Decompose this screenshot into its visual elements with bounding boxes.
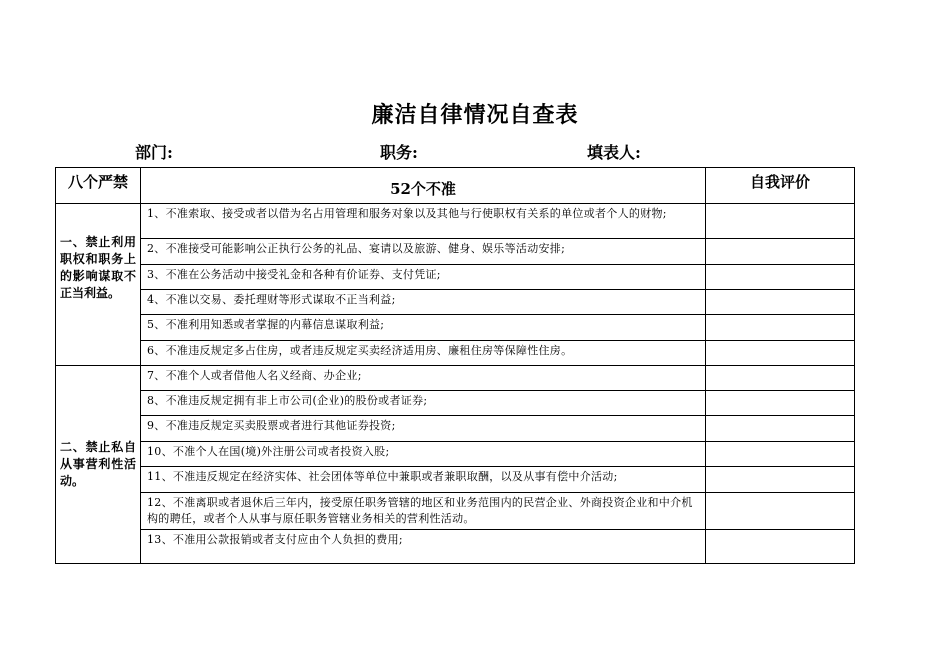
evaluation-cell[interactable]: [706, 204, 855, 239]
rule-item: 13、不准用公款报销或者支付应由个人负担的费用;: [141, 530, 706, 564]
rule-item: 5、不准利用知悉或者掌握的内幕信息谋取利益;: [141, 315, 706, 341]
table-row: [56, 442, 855, 467]
evaluation-cell[interactable]: [706, 467, 855, 493]
table-row: [56, 493, 855, 530]
evaluation-cell[interactable]: [706, 366, 855, 391]
table-row: [56, 341, 855, 366]
table-row: [56, 239, 855, 265]
self-check-table: [55, 167, 855, 564]
table-row: [56, 290, 855, 315]
table-row: [56, 204, 855, 239]
evaluation-cell[interactable]: [706, 493, 855, 530]
rule-item: 1、不准索取、接受或者以借为名占用管理和服务对象以及其他与行使职权有关系的单位或者个人的财物;: [141, 204, 706, 239]
evaluation-cell[interactable]: [706, 442, 855, 467]
table-row: [56, 530, 855, 564]
evaluation-cell[interactable]: [706, 265, 855, 290]
rule-item: 2、不准接受可能影响公正执行公务的礼品、宴请以及旅游、健身、娱乐等活动安排;: [141, 239, 706, 265]
rule-item: 6、不准违反规定多占住房，或者违反规定买卖经济适用房、廉租住房等保障性住房。: [141, 341, 706, 366]
rule-item: 3、不准在公务活动中接受礼金和各种有价证券、支付凭证;: [141, 265, 706, 290]
table-row: [56, 467, 855, 493]
evaluation-cell[interactable]: [706, 416, 855, 442]
header-row: [56, 168, 855, 204]
evaluation-cell[interactable]: [706, 290, 855, 315]
rule-item: 7、不准个人或者借他人名义经商、办企业;: [141, 366, 706, 391]
rule-item: 8、不准违反规定拥有非上市公司(企业)的股份或者证券;: [141, 391, 706, 416]
header-self-evaluation: 自我评价: [706, 168, 855, 204]
rule-item: 11、不准违反规定在经济实体、社会团体等单位中兼职或者兼职取酬，以及从事有偿中介活动;: [141, 467, 706, 493]
category-cell: 二、禁止私自从事营利性活动。: [56, 366, 141, 564]
rule-item: 9、不准违反规定买卖股票或者进行其他证券投资;: [141, 416, 706, 442]
evaluation-cell[interactable]: [706, 391, 855, 416]
evaluation-cell[interactable]: [706, 315, 855, 341]
evaluation-cell[interactable]: [706, 341, 855, 366]
table-row: [56, 391, 855, 416]
rule-item: 10、不准个人在国(境)外注册公司或者投资入股;: [141, 442, 706, 467]
filler-label: 填表人:: [587, 143, 641, 162]
table-row: [56, 265, 855, 290]
evaluation-cell[interactable]: [706, 239, 855, 265]
table-row: [56, 315, 855, 341]
category-cell: 一、禁止利用职权和职务上的影响谋取不正当利益。: [56, 204, 141, 366]
table-row: [56, 366, 855, 391]
rule-item: 4、不准以交易、委托理财等形式谋取不正当利益;: [141, 290, 706, 315]
table-row: [56, 416, 855, 442]
position-label: 职务:: [380, 143, 418, 162]
rule-item: 12、不准离职或者退休后三年内，接受原任职务管辖的地区和业务范围内的民营企业、外商投资企业和中介机构的聘任，或者个人从事与原任职务管辖业务相关的营利性活动。: [141, 493, 706, 530]
header-eight-prohibitions: 八个严禁: [56, 168, 141, 204]
evaluation-cell[interactable]: [706, 530, 855, 564]
header-52-rules: 52个不准: [141, 168, 706, 204]
department-label: 部门:: [135, 143, 173, 162]
page-title: 廉洁自律情况自查表: [371, 102, 579, 128]
